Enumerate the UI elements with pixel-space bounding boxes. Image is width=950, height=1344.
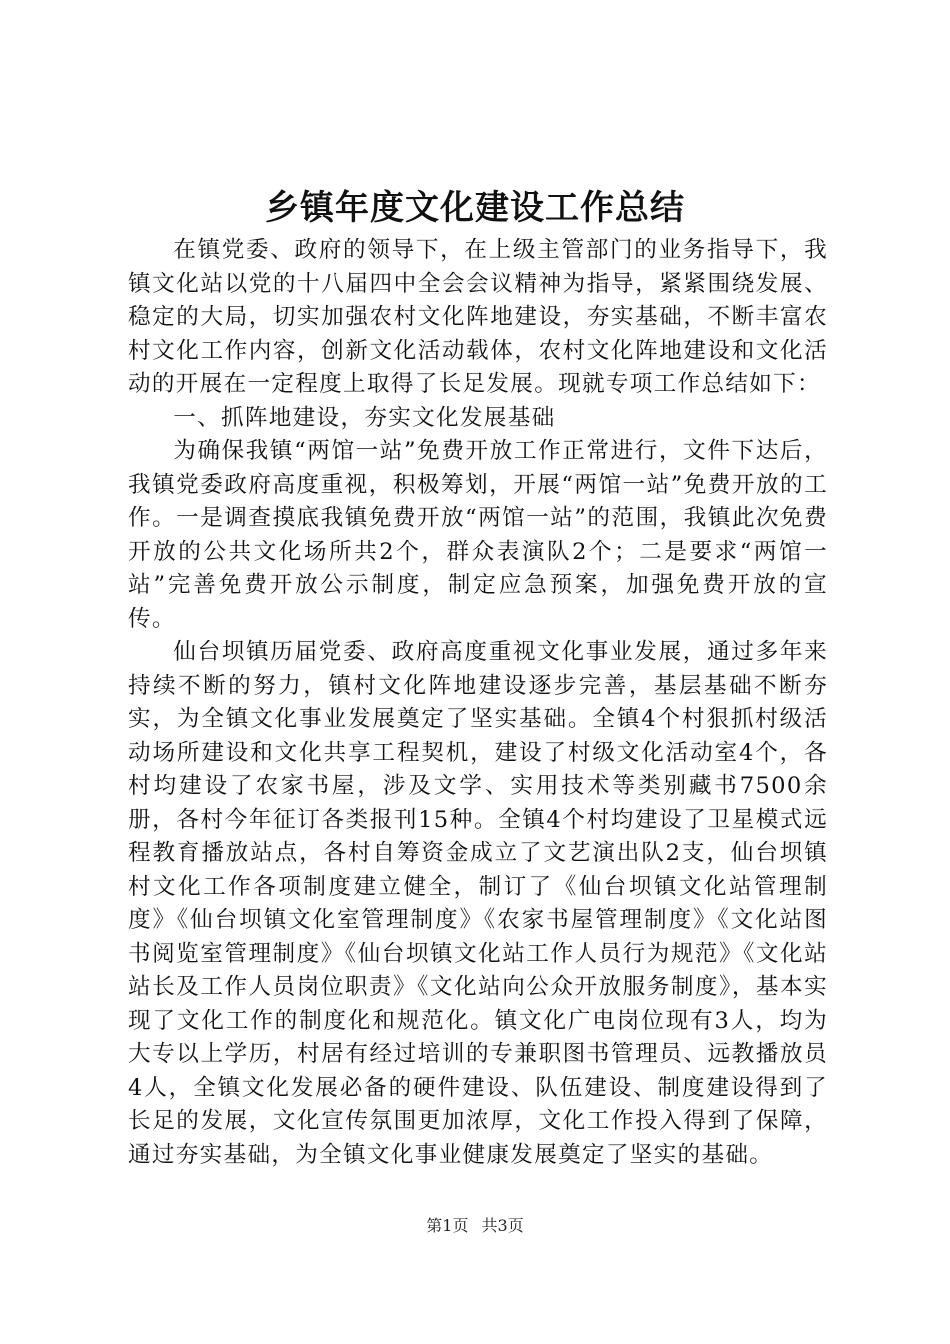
document-body	[128, 234, 828, 1172]
section-heading: 一、抓阵地建设，夯实文化发展基础	[173, 404, 556, 431]
document-title: 乡镇年度文化建设工作总结	[265, 188, 685, 228]
page-footer	[0, 1214, 950, 1238]
page-number: 第1页	[426, 1216, 469, 1235]
paragraph-infrastructure: 仙台坝镇历届党委、政府高度重视文化事业发展，通过多年来持续不断的努力，镇村文化阵地建设逐步完善，基层基础不断夯实，为全镇文化事业发展奠定了坚实基础。全镇4个村狠抓村级活动场所建设和文化共享工程契机，建设了村级文化活动室4个，各村均建设了农家书屋，涉及文学、实用技术等类别藏书7500余册，各村今年征订各类报刊15种。全镇4个村均建设了卫星模式远程教育播放站点，各村自筹资金成立了文艺演出队2支，仙台坝镇村文化工作各项制度建立健全，制订了《仙台坝镇文化站管理制度》《仙台坝镇文化室管理制度》《农家书屋管理制度》《文化站图书阅览室管理制度》《仙台坝镇文化站工作人员行为规范》《文化站站长及工作人员岗位职责》《文化站向公众开放服务制度》，基本实现了文化工作的制度化和规范化。镇文化广电岗位现有3人，均为大专以上学历，村居有经过培训的专兼职图书管理员、远教播放员4人，全镇文化发展必备的硬件建设、队伍建设、制度建设得到了长足的发展，文化宣传氛围更加浓厚，文化工作投入得到了保障，通过夯实基础，为全镇文化事业健康发展奠定了坚实的基础。	[128, 639, 828, 1168]
paragraph-free-opening: 为确保我镇“两馆一站”免费开放工作正常进行，文件下达后，我镇党委政府高度重视，积极筹划，开展“两馆一站”免费开放的工作。一是调查摸底我镇免费开放“两馆一站”的范围，我镇此次免费开放的公共文化场所共2个，群众表演队2个；二是要求“两馆一站”完善免费开放公示制度，制定应急预案，加强免费开放的宣传。	[128, 438, 828, 632]
paragraph-intro: 在镇党委、政府的领导下，在上级主管部门的业务指导下，我镇文化站以党的十八届四中全会会议精神为指导，紧紧围绕发展、稳定的大局，切实加强农村文化阵地建设，夯实基础，不断丰富农村文化工作内容，创新文化活动载体，农村文化阵地建设和文化活动的开展在一定程度上取得了长足发展。现就专项工作总结如下：	[128, 237, 828, 397]
page-total: 共3页	[481, 1216, 524, 1235]
